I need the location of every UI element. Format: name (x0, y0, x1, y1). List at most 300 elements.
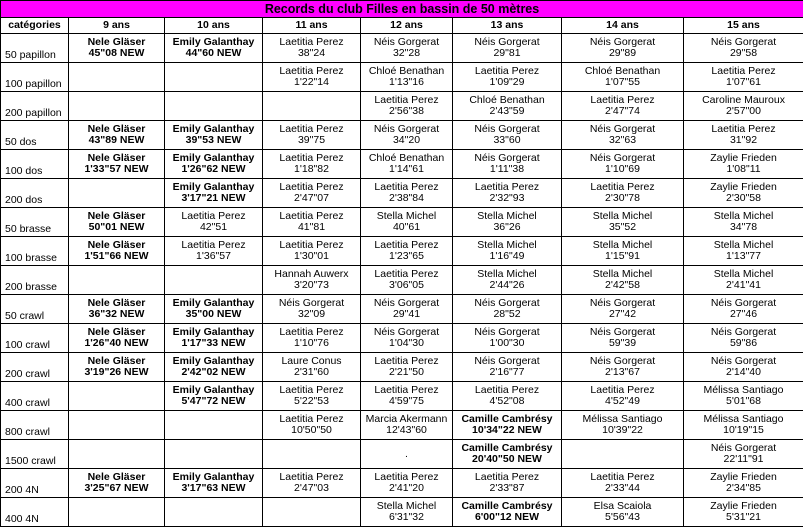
record-cell (684, 34, 803, 63)
record-time: 40"61 (392, 221, 421, 233)
record-cell (69, 237, 165, 266)
record-cell (263, 121, 361, 150)
record-time: 5'31"21 (726, 511, 761, 523)
record-cell (69, 440, 165, 469)
table-row (1, 266, 803, 295)
record-cell (361, 411, 453, 440)
record-cell (69, 208, 165, 237)
record-cell (165, 382, 263, 411)
swimmer-name: Néis Gorgerat (474, 297, 540, 309)
record-cell (69, 63, 165, 92)
swimmer-name: Laetitia Perez (711, 65, 776, 77)
record-time: 10'19"15 (723, 424, 764, 436)
record-time: 3'25"67 NEW (84, 482, 149, 494)
swimmer-name: Laetitia Perez (474, 471, 540, 483)
title-row (1, 1, 803, 18)
swimmer-name: Stella Michel (592, 239, 653, 251)
record-cell (263, 411, 361, 440)
event-label: 50 dos (1, 121, 69, 150)
record-time: 2'33"87 (489, 482, 525, 494)
record-cell (562, 34, 684, 63)
record-time: 32"28 (392, 47, 421, 59)
record-cell (165, 121, 263, 150)
record-time: 29"41 (392, 308, 421, 320)
record-time: 2'30"58 (726, 192, 761, 204)
swimmer-name: Laetitia Perez (279, 181, 344, 193)
record-time: 2'47"03 (294, 482, 329, 494)
record-time: 2'47"74 (605, 105, 640, 117)
event-label: 200 4N (1, 469, 69, 498)
swimmer-name: Emily Galanthay (172, 181, 255, 193)
swimmer-name: Nele Gläser (87, 239, 146, 251)
swimmer-name: Stella Michel (592, 268, 653, 280)
record-cell (684, 295, 803, 324)
swimmer-name: Néis Gorgerat (589, 297, 656, 309)
record-cell (165, 150, 263, 179)
record-cell (684, 266, 803, 295)
record-time: 1'33"57 NEW (84, 163, 149, 175)
record-cell (165, 179, 263, 208)
event-label: 200 dos (1, 179, 69, 208)
record-time: 2'47"07 (294, 192, 329, 204)
swimmer-name: Stella Michel (376, 500, 437, 512)
header-cell: 10 ans (165, 18, 263, 34)
record-cell (69, 34, 165, 63)
record-time: 1'10"76 (294, 337, 329, 349)
record-cell (361, 150, 453, 179)
record-time: 1'26"62 NEW (181, 163, 246, 175)
record-time: 2'14"40 (726, 366, 761, 378)
record-cell (562, 121, 684, 150)
record-cell (263, 469, 361, 498)
swimmer-name: Stella Michel (713, 268, 774, 280)
record-time: 2'57"00 (726, 105, 761, 117)
record-cell (361, 469, 453, 498)
record-cell (562, 150, 684, 179)
swimmer-name: Hannah Auwerx (274, 268, 349, 280)
header-cell: 13 ans (453, 18, 562, 34)
swimmer-name: Chloé Benathan (368, 152, 445, 164)
record-time: 32"09 (297, 308, 326, 320)
record-cell (165, 266, 263, 295)
swimmer-name: Laetitia Perez (474, 65, 540, 77)
record-time: 2'13"67 (605, 366, 640, 378)
record-cell (361, 179, 453, 208)
record-time: 2'34"85 (726, 482, 761, 494)
swimmer-name: Néis Gorgerat (474, 152, 540, 164)
record-time: 4'59"75 (389, 395, 424, 407)
record-cell (453, 353, 562, 382)
swimmer-name: Laetitia Perez (374, 384, 439, 396)
swimmer-name: Mélissa Santiago (703, 384, 784, 396)
swimmer-name: Laetitia Perez (279, 326, 344, 338)
record-cell (562, 440, 684, 469)
swimmer-name: Mélissa Santiago (582, 413, 663, 425)
record-time: 34"20 (392, 134, 421, 146)
record-cell (69, 92, 165, 121)
record-cell (263, 295, 361, 324)
record-cell (361, 237, 453, 266)
swimmer-name: Emily Galanthay (172, 297, 255, 309)
table-row (1, 353, 803, 382)
event-label: 800 crawl (1, 411, 69, 440)
record-cell (562, 208, 684, 237)
table-row (1, 34, 803, 63)
swimmer-name: Stella Michel (477, 239, 537, 251)
record-cell (361, 382, 453, 411)
record-time: 1'36"57 (196, 250, 231, 262)
header-cell: 9 ans (69, 18, 165, 34)
record-cell (263, 498, 361, 527)
swimmer-name: Laetitia Perez (374, 268, 439, 280)
swimmer-name: Laetitia Perez (279, 152, 344, 164)
record-cell (684, 411, 803, 440)
record-time: 29"81 (493, 47, 521, 59)
swimmer-name: Laetitia Perez (374, 355, 439, 367)
swimmer-name: Néis Gorgerat (710, 355, 777, 367)
table-row (1, 498, 803, 527)
record-cell (69, 150, 165, 179)
record-cell (453, 121, 562, 150)
table-row (1, 63, 803, 92)
swimmer-name: Emily Galanthay (172, 36, 255, 48)
record-time: 33"60 (493, 134, 521, 146)
record-cell (453, 295, 562, 324)
record-cell (562, 382, 684, 411)
record-time: 35"52 (608, 221, 637, 233)
swimmer-name: Laetitia Perez (590, 384, 655, 396)
swimmer-name: Emily Galanthay (172, 355, 255, 367)
record-cell (165, 208, 263, 237)
event-label: 100 papillon (1, 63, 69, 92)
record-cell (165, 92, 263, 121)
table-row (1, 295, 803, 324)
record-cell (684, 469, 803, 498)
record-time: 1'15"91 (605, 250, 640, 262)
record-cell (165, 440, 263, 469)
record-time: 2'42"58 (605, 279, 640, 291)
record-time: 22'11"91 (723, 453, 764, 465)
record-cell (69, 411, 165, 440)
swimmer-name: Stella Michel (713, 210, 774, 222)
swimmer-name: Nele Gläser (87, 36, 146, 48)
table-row (1, 92, 803, 121)
table-row (1, 469, 803, 498)
record-time: 2'30"78 (605, 192, 640, 204)
record-cell (361, 295, 453, 324)
record-time: 4'52"49 (605, 395, 640, 407)
record-time: 29"89 (608, 47, 637, 59)
record-time: 2'31"60 (294, 366, 329, 378)
swimmer-name: Néis Gorgerat (589, 326, 656, 338)
record-cell (562, 63, 684, 92)
record-cell (165, 469, 263, 498)
swimmer-name: Laetitia Perez (181, 239, 246, 251)
record-time: 1'13"16 (389, 76, 424, 88)
swimmer-name: Néis Gorgerat (373, 297, 440, 309)
record-time: 1'18"82 (294, 163, 329, 175)
event-label: 100 dos (1, 150, 69, 179)
swimmer-name: Nele Gläser (87, 123, 146, 135)
swimmer-name: Néis Gorgerat (278, 297, 345, 309)
record-cell (562, 469, 684, 498)
record-cell (684, 150, 803, 179)
swimmer-name: Laetitia Perez (374, 181, 439, 193)
swimmer-name: Laetitia Perez (279, 210, 344, 222)
record-cell (562, 324, 684, 353)
record-cell (263, 179, 361, 208)
record-cell (69, 498, 165, 527)
header-cell: 14 ans (562, 18, 684, 34)
swimmer-name: Néis Gorgerat (373, 326, 440, 338)
record-cell (263, 237, 361, 266)
record-time: 38"24 (297, 47, 326, 59)
swimmer-name: Néis Gorgerat (589, 36, 656, 48)
record-time: 43"89 NEW (88, 134, 145, 146)
record-cell (562, 92, 684, 121)
record-cell (684, 382, 803, 411)
event-label: 1500 crawl (1, 440, 69, 469)
swimmer-name: Laetitia Perez (181, 210, 246, 222)
swimmer-name: Marcia Akermann (365, 413, 448, 425)
record-cell (453, 34, 562, 63)
swimmer-name: Chloé Benathan (368, 65, 445, 77)
record-time: 59"86 (729, 337, 758, 349)
record-time: . (405, 447, 408, 460)
swimmer-name: Nele Gläser (87, 355, 146, 367)
swimmer-name: Laetitia Perez (374, 471, 439, 483)
record-cell (562, 266, 684, 295)
swimmer-name: Stella Michel (376, 210, 437, 222)
record-cell (165, 63, 263, 92)
swimmer-name: Laetitia Perez (279, 471, 344, 483)
swimmer-name: Caroline Mauroux (702, 94, 785, 106)
swimmer-name: Néis Gorgerat (589, 152, 656, 164)
swimmer-name: Néis Gorgerat (474, 36, 540, 48)
record-time: 2'16"77 (489, 366, 525, 378)
swimmer-name: Néis Gorgerat (710, 326, 777, 338)
record-cell (165, 34, 263, 63)
event-label: 50 papillon (1, 34, 69, 63)
record-time: 29"58 (729, 47, 758, 59)
record-cell (361, 34, 453, 63)
record-cell (684, 324, 803, 353)
swimmer-name: Zaylie Frieden (710, 500, 777, 512)
table-row (1, 237, 803, 266)
record-time: 5'56"43 (605, 511, 640, 523)
record-cell (684, 92, 803, 121)
table-row (1, 382, 803, 411)
record-cell (684, 63, 803, 92)
record-time: 34"78 (729, 221, 758, 233)
record-cell (453, 266, 562, 295)
record-time: 1'26"40 NEW (84, 337, 149, 349)
event-label: 50 brasse (1, 208, 69, 237)
record-cell (69, 179, 165, 208)
record-time: 39"53 NEW (185, 134, 242, 146)
swimmer-name: Laetitia Perez (279, 239, 344, 251)
table-row (1, 440, 803, 469)
record-cell (69, 266, 165, 295)
record-time: 10'34"22 NEW (472, 424, 542, 436)
record-cell (165, 237, 263, 266)
header-cell: 12 ans (361, 18, 453, 34)
record-cell (69, 469, 165, 498)
record-cell (684, 121, 803, 150)
record-cell (562, 411, 684, 440)
record-time: 2'41"20 (389, 482, 424, 494)
record-cell (453, 208, 562, 237)
swimmer-name: Laetitia Perez (279, 413, 344, 425)
record-time: 1'09"29 (489, 76, 525, 88)
event-label: 100 brasse (1, 237, 69, 266)
record-time: 10'39"22 (602, 424, 643, 436)
record-cell (453, 411, 562, 440)
table-row (1, 121, 803, 150)
record-cell (453, 150, 562, 179)
record-time: 5'47"72 NEW (181, 395, 246, 407)
record-time: 2'21"50 (389, 366, 424, 378)
record-cell (453, 63, 562, 92)
record-cell (69, 353, 165, 382)
record-time: 1'00"30 (489, 337, 525, 349)
record-cell (453, 92, 562, 121)
swimmer-name: Elsa Scaiola (593, 500, 652, 512)
record-cell (453, 324, 562, 353)
record-cell (361, 324, 453, 353)
table-row (1, 324, 803, 353)
record-time: 1'07"55 (605, 76, 640, 88)
record-time: 50"01 NEW (88, 221, 145, 233)
swimmer-name: Laetitia Perez (711, 123, 776, 135)
event-label: 200 crawl (1, 353, 69, 382)
record-time: 28"52 (493, 308, 521, 320)
swimmer-name: Camille Cambrésy (461, 500, 553, 512)
record-cell (453, 498, 562, 527)
record-time: 1'07"61 (726, 76, 761, 88)
record-time: 10'50"50 (291, 424, 332, 436)
record-time: 36"26 (493, 221, 521, 233)
record-time: 59"39 (608, 337, 637, 349)
record-time: 41"81 (297, 221, 326, 233)
header-cell: catégories (1, 18, 69, 34)
record-cell (684, 237, 803, 266)
event-label: 200 papillon (1, 92, 69, 121)
swimmer-name: Stella Michel (477, 268, 537, 280)
record-time: 1'13"77 (726, 250, 761, 262)
record-time: 42"51 (199, 221, 228, 233)
record-time: 2'33"44 (605, 482, 640, 494)
record-cell (69, 382, 165, 411)
swimmer-name: Laetitia Perez (474, 384, 540, 396)
record-time: 1'22"14 (294, 76, 329, 88)
record-cell (562, 237, 684, 266)
record-time: 6'31"32 (389, 511, 424, 523)
record-time: 2'43"59 (489, 105, 525, 117)
swimmer-name: Nele Gläser (87, 471, 146, 483)
event-label: 50 crawl (1, 295, 69, 324)
record-time: 3'20"73 (294, 279, 329, 291)
record-cell (165, 295, 263, 324)
record-cell (165, 411, 263, 440)
swimmer-name: Mélissa Santiago (703, 413, 784, 425)
record-cell (361, 498, 453, 527)
record-time: 12'43"60 (386, 424, 427, 436)
swimmer-name: Zaylie Frieden (710, 181, 777, 193)
record-cell (684, 353, 803, 382)
record-cell (361, 440, 453, 469)
table-row (1, 179, 803, 208)
record-time: 2'32"93 (489, 192, 525, 204)
record-cell (165, 324, 263, 353)
record-time: 2'56"38 (389, 105, 424, 117)
table-row (1, 150, 803, 179)
record-cell (453, 382, 562, 411)
record-time: 45"08 NEW (88, 47, 145, 59)
swimmer-name: Laetitia Perez (590, 181, 655, 193)
record-cell (263, 92, 361, 121)
table-row (1, 208, 803, 237)
record-cell (263, 353, 361, 382)
record-time: 4'52"08 (489, 395, 525, 407)
record-cell (263, 324, 361, 353)
header-cell: 15 ans (684, 18, 803, 34)
record-time: 36"32 NEW (88, 308, 145, 320)
record-time: 1'30"01 (294, 250, 329, 262)
record-time: 3'17"21 NEW (181, 192, 246, 204)
record-cell (562, 295, 684, 324)
event-label: 400 crawl (1, 382, 69, 411)
record-cell (361, 266, 453, 295)
swimmer-name: Zaylie Frieden (710, 152, 777, 164)
table-title: Records du club Filles en bassin de 50 mètres (1, 1, 803, 18)
record-cell (361, 121, 453, 150)
header-cell: 11 ans (263, 18, 361, 34)
record-cell (165, 353, 263, 382)
swimmer-name: Stella Michel (592, 210, 653, 222)
event-label: 200 brasse (1, 266, 69, 295)
swimmer-name: Laetitia Perez (590, 94, 655, 106)
swimmer-name: Laetitia Perez (374, 94, 439, 106)
record-cell (453, 237, 562, 266)
record-cell (263, 150, 361, 179)
record-cell (684, 208, 803, 237)
record-cell (263, 266, 361, 295)
record-time: 1'51"66 NEW (84, 250, 149, 262)
swimmer-name: Nele Gläser (87, 152, 146, 164)
swimmer-name: Laetitia Perez (474, 181, 540, 193)
record-time: 35"00 NEW (185, 308, 242, 320)
swimmer-name: Néis Gorgerat (589, 123, 656, 135)
swimmer-name: Chloé Benathan (584, 65, 661, 77)
swimmer-name: Laetitia Perez (279, 123, 344, 135)
record-time: 3'19"26 NEW (84, 366, 149, 378)
swimmer-name: Nele Gläser (87, 326, 146, 338)
record-time: 1'04"30 (389, 337, 424, 349)
record-time: 3'06"05 (389, 279, 424, 291)
record-cell (165, 498, 263, 527)
record-cell (562, 179, 684, 208)
record-cell (684, 440, 803, 469)
record-time: 1'08"11 (726, 163, 761, 175)
swimmer-name: Néis Gorgerat (710, 297, 777, 309)
swimmer-name: Nele Gläser (87, 297, 146, 309)
swimmer-name: Emily Galanthay (172, 123, 255, 135)
swimmer-name: Emily Galanthay (172, 471, 255, 483)
record-cell (361, 353, 453, 382)
swimmer-name: Laetitia Perez (590, 471, 655, 483)
record-cell (69, 324, 165, 353)
